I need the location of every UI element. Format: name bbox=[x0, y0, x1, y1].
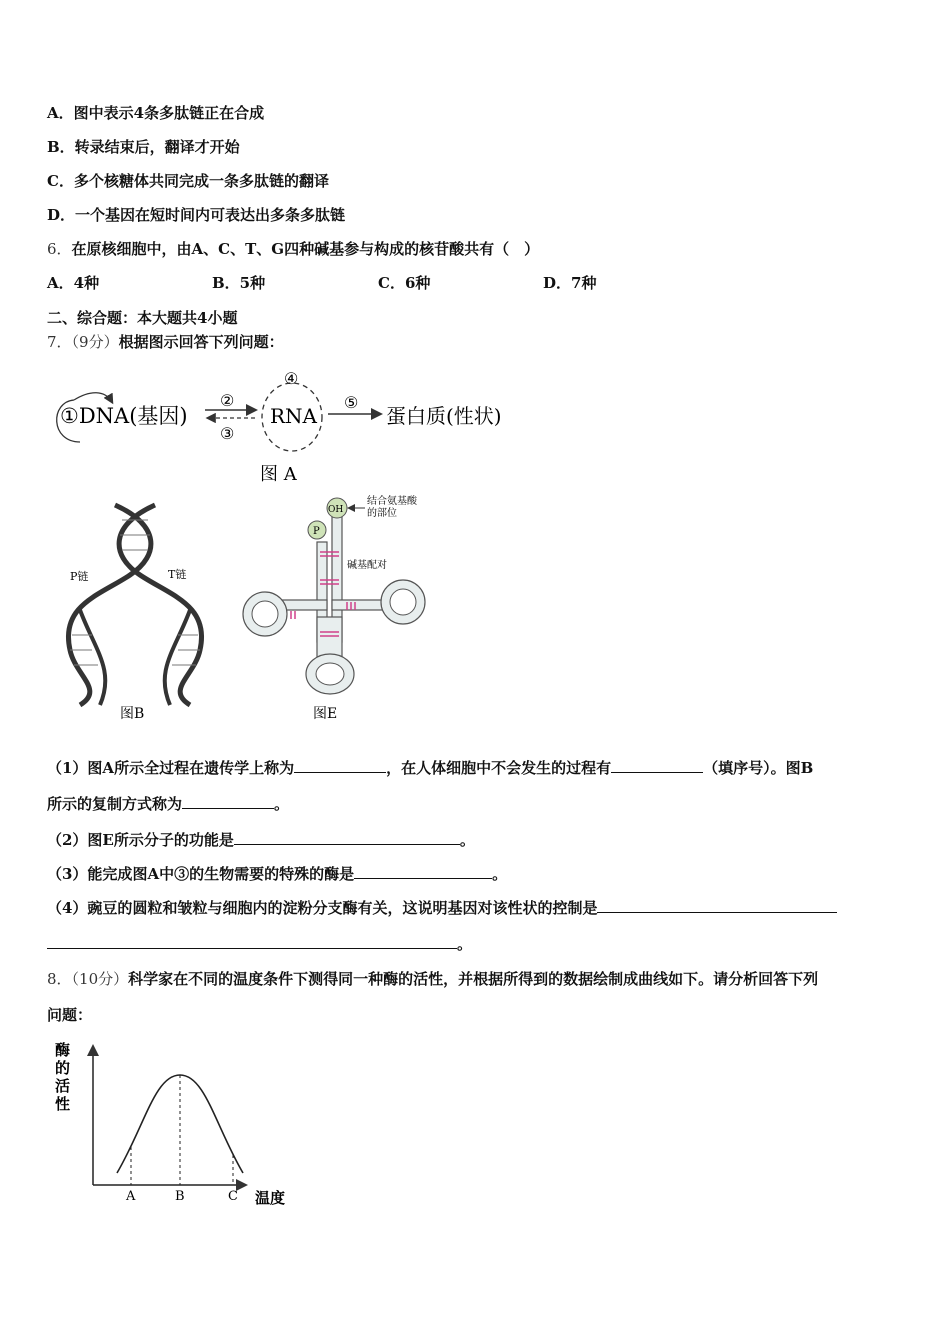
q7-sub3-end: 。 bbox=[492, 865, 508, 883]
x-axis-label: 温度 bbox=[255, 1189, 286, 1207]
q7-sub4-line2 bbox=[47, 933, 472, 954]
x-tick-c: C bbox=[228, 1189, 238, 1204]
amino-acid-site-label-2: 的部位 bbox=[367, 508, 397, 519]
x-tick-a: A bbox=[126, 1189, 136, 1204]
q8-stem bbox=[47, 968, 818, 989]
rna-label: RNA bbox=[270, 404, 318, 428]
x-tick-b: B bbox=[175, 1189, 185, 1204]
y-label-char: 活 bbox=[55, 1077, 71, 1095]
q7-sub4 bbox=[47, 897, 837, 918]
q6-text: 在原核细胞中，由A、C、T、G四种碱基参与构成的核苷酸共有（ ） bbox=[71, 240, 540, 258]
q7-sub3 bbox=[47, 863, 507, 884]
q8-stem-2: 问题： bbox=[47, 1006, 93, 1024]
base-pairing-label: 碱基配对 bbox=[347, 560, 387, 571]
p-chain-label: P链 bbox=[70, 570, 89, 583]
answer-blank[interactable] bbox=[234, 830, 460, 845]
q7-sub1-line2 bbox=[47, 793, 289, 814]
answer-blank[interactable] bbox=[294, 758, 386, 773]
figure-e-caption: 图E bbox=[313, 706, 338, 722]
y-label-char: 的 bbox=[55, 1059, 71, 1077]
q7-sub1-text-b: ，在人体细胞中不会发生的过程有 bbox=[386, 759, 612, 777]
q7-sub2-text: （2）图E所示分子的功能是 bbox=[47, 831, 234, 849]
q7-text: 根据图示回答下列问题： bbox=[118, 333, 284, 351]
figure-a-caption: 图 A bbox=[260, 464, 297, 485]
figure-b-caption: 图B bbox=[120, 706, 145, 722]
answer-blank[interactable] bbox=[47, 934, 457, 949]
y-label-char: 性 bbox=[55, 1095, 71, 1113]
process-3-label: ③ bbox=[220, 424, 235, 443]
enzyme-activity-chart bbox=[55, 1035, 315, 1215]
amino-acid-site-label-1: 结合氨基酸 bbox=[367, 496, 417, 507]
answer-blank[interactable] bbox=[354, 864, 492, 879]
q5-option-b: B．转录结束后，翻译才开始 bbox=[47, 138, 240, 156]
q7-sub3-text: （3）能完成图A中③的生物需要的特殊的酶是 bbox=[47, 865, 355, 883]
process-2-label: ② bbox=[220, 391, 235, 410]
q5-option-c: C．多个核糖体共同完成一条多肽链的翻译 bbox=[47, 172, 329, 190]
answer-blank[interactable] bbox=[611, 758, 703, 773]
q6-option-b: B．5种 bbox=[212, 274, 266, 292]
q6-option-a: A．4种 bbox=[47, 274, 100, 292]
q7-number: 7． bbox=[47, 333, 72, 351]
q6-stem bbox=[47, 238, 539, 259]
q5-option-a: A．图中表示4条多肽链正在合成 bbox=[47, 104, 265, 122]
q7-sub1-text-e: 。 bbox=[274, 795, 290, 813]
q7-score: （9分） bbox=[71, 333, 119, 351]
q7-sub4-text: （4）豌豆的圆粒和皱粒与细胞内的淀粉分支酶有关，这说明基因对该性状的控制是 bbox=[47, 899, 598, 917]
y-label-char: 酶 bbox=[55, 1041, 71, 1059]
q7-sub1-text-d: 所示的复制方式称为 bbox=[47, 795, 183, 813]
section-heading: 二、综合题：本大题共4小题 bbox=[47, 309, 238, 327]
q7-sub1-text-c: （填序号）。图B bbox=[703, 759, 814, 777]
q6-option-d: D．7种 bbox=[543, 274, 597, 292]
q6-number: 6． bbox=[47, 240, 72, 258]
q7-sub2 bbox=[47, 829, 475, 850]
process-4-label: ④ bbox=[284, 369, 299, 388]
protein-label: 蛋白质(性状) bbox=[386, 404, 502, 428]
q8-number: 8． bbox=[47, 970, 72, 988]
q7-sub1-line1 bbox=[47, 757, 813, 778]
q7-sub4-end: 。 bbox=[457, 935, 473, 953]
answer-blank[interactable] bbox=[182, 794, 274, 809]
q8-text: 科学家在不同的温度条件下测得同一种酶的活性，并根据所得到的数据绘制成曲线如下。请分析回答下列 bbox=[128, 970, 819, 988]
t-chain-label: T链 bbox=[168, 568, 187, 581]
process-5-label: ⑤ bbox=[344, 393, 359, 412]
answer-blank[interactable] bbox=[597, 898, 837, 913]
figure-e-trna bbox=[235, 492, 435, 727]
figure-b-dna-replication bbox=[60, 500, 220, 730]
q7-sub1-text-a: （1）图A所示全过程在遗传学上称为 bbox=[47, 759, 295, 777]
q7-sub2-end: 。 bbox=[459, 831, 475, 849]
q5-option-d: D．一个基因在短时间内可表达出多条多肽链 bbox=[47, 206, 346, 224]
dna-label: ①DNA(基因) bbox=[60, 404, 188, 428]
phosphate-label: P bbox=[313, 526, 320, 537]
figure-a bbox=[50, 362, 550, 487]
q6-option-c: C．6种 bbox=[378, 274, 431, 292]
q7-stem bbox=[47, 331, 284, 352]
hydroxyl-label: OH bbox=[328, 505, 344, 515]
q8-score: （10分） bbox=[71, 970, 129, 988]
